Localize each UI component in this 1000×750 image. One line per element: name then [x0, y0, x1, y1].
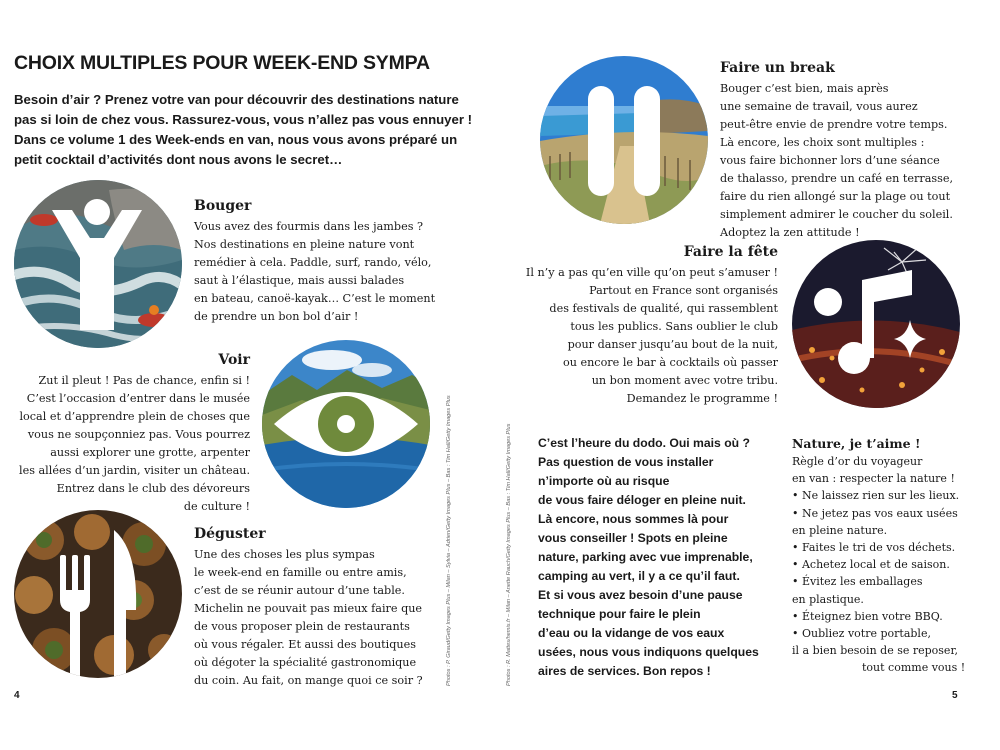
break-photo: [540, 56, 708, 224]
list-item: • Évitez les emballages en plastique.: [792, 575, 923, 606]
voir-line: C’est l’occasion d’entrer dans le musée: [26, 392, 250, 405]
break-line: vous faire bichonner lors d’une séance: [720, 154, 940, 167]
bouger-line: saut à l’élastique, mais aussi balades: [194, 274, 405, 287]
nature-intro-line: Règle d’or du voyageur: [792, 455, 923, 468]
page-number: 4: [14, 690, 20, 701]
deguster-line: Une des choses les plus sympas: [194, 548, 375, 561]
deguster-line: c’est de se réunir autour d’une table.: [194, 584, 405, 597]
voir-heading: Voir: [218, 352, 250, 368]
list-item: • Oubliez votre portable, il a bien besoin de se reposer, tout comme vous !: [792, 627, 966, 675]
deguster-line: où vous régaler. Et aussi des boutiques: [194, 638, 416, 651]
deguster-heading: Déguster: [194, 526, 266, 542]
photo-credit: Photos : R. Mattes/hemis.fr – Milan – Anette Rauch/Getty Images Plus – Bas : Tim Hall/Getty Images Plus: [506, 423, 512, 686]
section-voir: [10, 352, 250, 516]
rafting-illustration: [14, 180, 182, 348]
bouger-line: en bateau, canoë-kayak… C’est le moment: [194, 292, 436, 305]
dodo-line: Pas question de vous installer: [538, 455, 714, 469]
dodo-line: vous conseiller ! Spots en pleine: [538, 531, 728, 545]
deguster-line: du coin. Au fait, on mange quoi ce soir ?: [194, 674, 423, 687]
nature-intro-line: en van : respecter la nature !: [792, 472, 955, 486]
section-bouger: [194, 198, 494, 326]
page-number: 5: [952, 690, 958, 701]
fete-line: un bon moment avec votre tribu.: [591, 374, 778, 387]
dodo-line: nature, parking avec vue imprenable,: [538, 550, 753, 564]
voir-line: aussi explorer une grotte, arpenter: [50, 446, 250, 459]
break-heading: Faire un break: [720, 60, 835, 76]
deguster-line: Michelin ne pouvait pas mieux faire que: [194, 602, 423, 615]
list-item: • Ne jetez pas vos eaux usées en pleine nature.: [792, 506, 958, 537]
voir-line: vous ne soupçonniez pas. Vous pourrez: [27, 428, 250, 441]
fete-line: Partout en France sont organisés: [589, 284, 778, 297]
bouger-photo: [14, 180, 182, 348]
dodo-line: de vous faire déloger en pleine nuit.: [538, 493, 746, 507]
break-line: Là encore, les choix sont multiples :: [720, 136, 925, 149]
fete-heading: Faire la fête: [683, 244, 778, 260]
dodo-line: d’eau ou la vidange de vos eaux: [538, 626, 725, 640]
deguster-line: de vous proposer plein de restaurants: [194, 620, 410, 633]
voir-line: les allées d’un jardin, visiter un château.: [19, 464, 250, 477]
list-item: • Faites le tri de vos déchets.: [792, 541, 956, 555]
deguster-line: le week-end en famille ou entre amis,: [194, 566, 407, 579]
dodo-line: aires de services. Bon repos !: [538, 664, 711, 678]
voir-line: local et d’apprendre plein de choses que: [19, 410, 250, 423]
photo-credit: Photos : P. Giraud/Getty Images Plus – Milan – Sylvia – Adrien/Getty Images Plus – Bas : Tim Hall/Getty Images Plus: [446, 395, 452, 686]
voir-line: Entrez dans le club des dévoreurs: [56, 482, 250, 495]
section-break: [720, 60, 995, 242]
dodo-line: Et si vous avez besoin d’une pause: [538, 588, 743, 602]
break-line: Adoptez la zen attitude !: [720, 226, 860, 239]
section-dodo: [538, 434, 786, 681]
right-page: [500, 0, 1000, 750]
bouger-line: remédier à cela. Paddle, surf, rando, vélo,: [194, 256, 432, 269]
bouger-line: Nos destinations en pleine nature vont: [194, 238, 415, 251]
dodo-line: technique pour faire le plein: [538, 607, 701, 621]
lake-eye-illustration: [262, 340, 430, 508]
nature-heading: Nature, je t’aime !: [792, 436, 921, 451]
section-fete: [520, 244, 778, 408]
break-line: faire du rien allongé sur la plage ou tout: [720, 190, 951, 203]
bouger-line: Vous avez des fourmis dans les jambes ?: [194, 220, 423, 233]
dodo-line: Là encore, nous sommes là pour: [538, 512, 729, 526]
fete-line: ou encore le bar à cocktails où passer: [562, 356, 778, 369]
fete-line: tous les publics. Sans oublier le club: [570, 320, 778, 333]
list-item: • Ne laissez rien sur les lieux.: [792, 489, 960, 503]
page-title: CHOIX MULTIPLES POUR WEEK-END SYMPA: [14, 52, 430, 74]
voir-line: Zut il pleut ! Pas de chance, enfin si !: [38, 374, 250, 387]
festival-music-illustration: [792, 240, 960, 408]
dodo-line: n’importe où au risque: [538, 474, 670, 488]
break-line: peut-être envie de prendre votre temps.: [720, 118, 948, 131]
break-line: une semaine de travail, vous aurez: [720, 100, 918, 113]
voir-photo: [262, 340, 430, 508]
break-line: Bouger c’est bien, mais après: [720, 82, 889, 95]
fete-photo: [792, 240, 960, 408]
dodo-line: C’est l’heure du dodo. Oui mais où ?: [538, 436, 750, 450]
beach-pause-illustration: [540, 56, 708, 224]
deguster-line: où dégoter la spécialité gastronomique: [194, 656, 417, 669]
nature-rules-list: [792, 487, 982, 676]
list-item: • Éteignez bien votre BBQ.: [792, 609, 943, 623]
dodo-line: camping au vert, il y a ce qu’il faut.: [538, 569, 740, 583]
fete-line: pour danser jusqu’au bout de la nuit,: [567, 338, 778, 351]
break-line: de thalasso, prendre un café en terrasse,: [720, 172, 954, 185]
fete-line: des festivals de qualité, qui rassemblent: [549, 302, 778, 315]
intro-paragraph: Besoin d’air ? Prenez votre van pour découvrir des destinations nature pas si loin de chez vous. Rassurez-vous, vous n’allez pas vous ennuyer ! Dans ce volume 1 des Week-ends en van, nous vous avons préparé un petit cocktail d’activités dont nous avons le secret…: [14, 92, 473, 167]
section-nature: [792, 436, 982, 677]
break-line: simplement admirer le coucher du soleil.: [720, 208, 953, 221]
voir-line: de culture !: [183, 500, 250, 513]
bouger-heading: Bouger: [194, 198, 252, 214]
fete-line: Demandez le programme !: [626, 392, 778, 405]
dodo-line: usées, nous vous indiquons quelques: [538, 645, 759, 659]
snails-dish-illustration: [14, 510, 182, 678]
fete-line: Il n’y a pas qu’en ville qu’on peut s’amuser !: [525, 266, 778, 279]
list-item: • Achetez local et de saison.: [792, 558, 950, 572]
deguster-photo: [14, 510, 182, 678]
bouger-line: de prendre un bon bol d’air !: [194, 310, 359, 323]
